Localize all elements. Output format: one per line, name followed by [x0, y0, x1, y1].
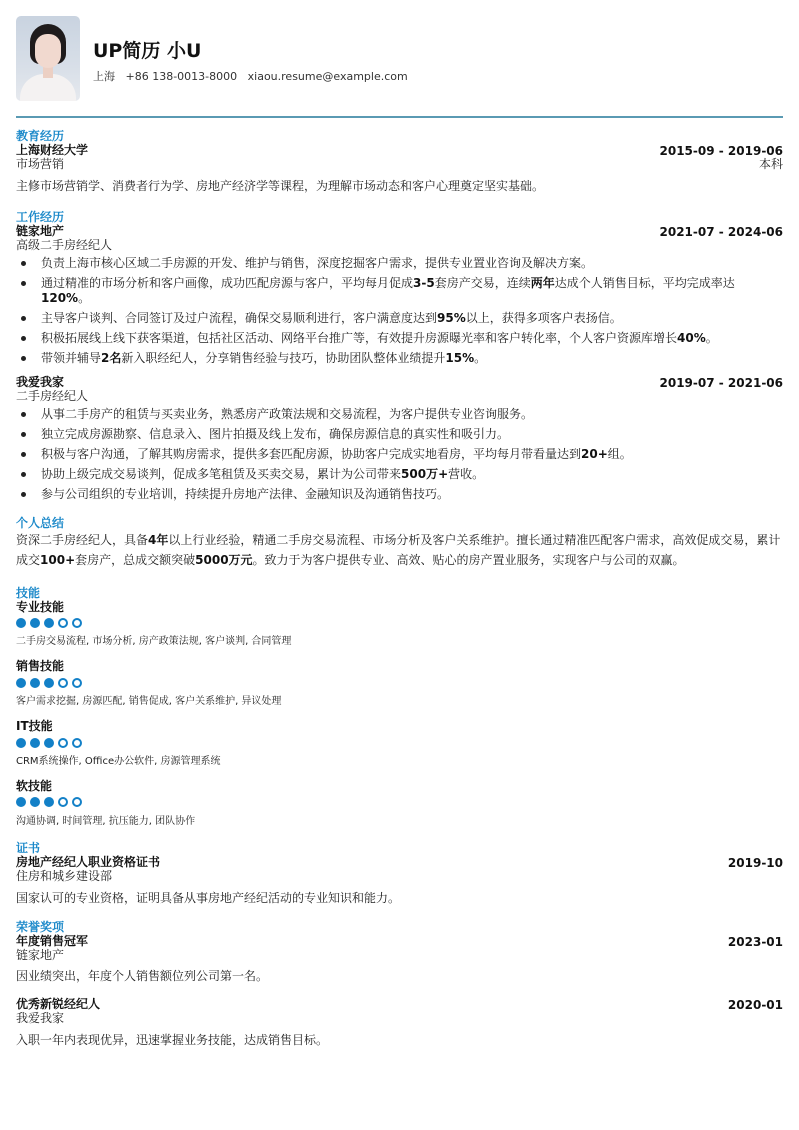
- skill-rating: [16, 797, 82, 807]
- resume-page: [16, 0, 783, 1047]
- rating-dot-empty: [72, 797, 82, 807]
- section-title-summary: 个人总结: [16, 516, 65, 530]
- skill-rating: [16, 618, 82, 628]
- phone[interactable]: +86 138-0013-8000: [125, 70, 238, 83]
- bullet-item: 参与公司组织的专业培训，持续提升房地产法律、金融知识及沟通销售技巧。: [16, 487, 783, 502]
- certificate-description: 国家认可的专业资格，证明具备从事房地产经纪活动的专业知识和能力。: [16, 891, 401, 905]
- section-title-awards: 荣誉奖项: [16, 920, 65, 934]
- rating-dot-filled: [44, 678, 54, 688]
- section-title-certificates: 证书: [16, 841, 41, 855]
- education-item: [16, 143, 783, 171]
- position: 二手房经纪人: [16, 389, 89, 403]
- skill-rating: [16, 678, 82, 688]
- skill-list: 客户需求挖掘, 房源匹配, 销售促成, 客户关系维护, 异议处理: [16, 696, 282, 707]
- rating-dot-empty: [72, 678, 82, 688]
- award-item: [16, 934, 783, 962]
- award-issuer: 链家地产: [16, 948, 65, 962]
- bullet-item: 积极拓展线上线下获客渠道，包括社区活动、网络平台推广等，有效提升房源曝光率和客户转化率，个人客户资源库增长40%。: [16, 331, 783, 346]
- work-bullets: [16, 407, 783, 507]
- skill-name: 销售技能: [16, 659, 65, 673]
- rating-dot-filled: [44, 738, 54, 748]
- email[interactable]: xiaou.resume@example.com: [247, 70, 408, 83]
- skill-name: 软技能: [16, 779, 53, 793]
- skill-rating: [16, 738, 82, 748]
- certificate-issuer: 住房和城乡建设部: [16, 869, 113, 883]
- bullet-item: 通过精准的市场分析和客户画像，成功匹配房源与客户，平均每月促成3-5套房产交易，连续两年达成个人销售目标，平均完成率达120%。: [16, 276, 783, 306]
- work-date: 2021-07 - 2024-06: [659, 225, 783, 239]
- company-name: 链家地产: [16, 224, 65, 238]
- rating-dot-filled: [16, 678, 26, 688]
- rating-dot-empty: [58, 678, 68, 688]
- bullet-item: 带领并辅导2名新入职经纪人，分享销售经验与技巧，协助团队整体业绩提升15%。: [16, 351, 783, 366]
- rating-dot-empty: [58, 738, 68, 748]
- rating-dot-filled: [30, 738, 40, 748]
- education-date: 2015-09 - 2019-06: [659, 144, 783, 158]
- bullet-item: 主导客户谈判、合同签订及过户流程，确保交易顺利进行，客户满意度达到95%以上，获得多项客户表扬信。: [16, 311, 783, 326]
- school-name: 上海财经大学: [16, 143, 89, 157]
- work-bullets: [16, 256, 783, 371]
- section-title-work: 工作经历: [16, 210, 65, 224]
- work-item: [16, 224, 783, 252]
- certificate-name: 房地产经纪人职业资格证书: [16, 855, 161, 869]
- rating-dot-filled: [30, 678, 40, 688]
- certificate-item: [16, 855, 783, 883]
- skill-name: 专业技能: [16, 600, 65, 614]
- skill-list: 二手房交易流程, 市场分析, 房产政策法规, 客户谈判, 合同管理: [16, 636, 292, 647]
- bullet-item: 独立完成房源勘察、信息录入、图片拍摄及线上发布，确保房源信息的真实性和吸引力。: [16, 427, 783, 442]
- award-description: 因业绩突出，年度个人销售额位列公司第一名。: [16, 969, 269, 983]
- rating-dot-empty: [72, 618, 82, 628]
- summary-text: 资深二手房经纪人，具备4年以上行业经验，精通二手房交易流程、市场分析及客户关系维护。擅长通过精准匹配客户需求，高效促成交易，累计成交100+套房产，总成交额突破5000万元。致力于为客户提供专业、高效、贴心的房产置业服务，实现客户与公司的双赢。: [16, 533, 781, 567]
- bullet-item: 协助上级完成交易谈判，促成多笔租赁及买卖交易，累计为公司带来500万+营收。: [16, 467, 783, 482]
- section-title-education: 教育经历: [16, 129, 65, 143]
- rating-dot-filled: [30, 618, 40, 628]
- rating-dot-empty: [58, 618, 68, 628]
- rating-dot-filled: [16, 797, 26, 807]
- award-date: 2020-01: [727, 998, 783, 1012]
- certificate-date: 2019-10: [727, 856, 783, 870]
- work-item: [16, 375, 783, 403]
- candidate-name: UP简历 小U: [93, 40, 202, 62]
- major: 市场营销: [16, 157, 65, 171]
- avatar: [16, 16, 80, 101]
- rating-dot-filled: [16, 618, 26, 628]
- work-date: 2019-07 - 2021-06: [659, 376, 783, 390]
- skill-list: CRM系统操作, Office办公软件, 房源管理系统: [16, 756, 221, 767]
- bullet-item: 从事二手房产的租赁与买卖业务，熟悉房产政策法规和交易流程，为客户提供专业咨询服务。: [16, 407, 783, 422]
- rating-dot-filled: [44, 797, 54, 807]
- company-name: 我爱我家: [16, 375, 65, 389]
- degree: 本科: [758, 157, 783, 171]
- award-description: 入职一年内表现优异，迅速掌握业务技能，达成销售目标。: [16, 1033, 329, 1047]
- contact-info: [93, 68, 415, 84]
- award-item: [16, 997, 783, 1025]
- rating-dot-filled: [30, 797, 40, 807]
- rating-dot-empty: [72, 738, 82, 748]
- header-divider: [16, 116, 783, 118]
- award-date: 2023-01: [727, 935, 783, 949]
- award-issuer: 我爱我家: [16, 1011, 65, 1025]
- education-description: 主修市场营销学、消费者行为学、房地产经济学等课程，为理解市场动态和客户心理奠定坚实基础。: [16, 179, 545, 193]
- rating-dot-empty: [58, 797, 68, 807]
- rating-dot-filled: [16, 738, 26, 748]
- position: 高级二手房经纪人: [16, 238, 113, 252]
- rating-dot-filled: [44, 618, 54, 628]
- bullet-item: 负责上海市核心区域二手房源的开发、维护与销售，深度挖掘客户需求，提供专业置业咨询及解决方案。: [16, 256, 783, 271]
- award-name: 年度销售冠军: [16, 934, 89, 948]
- skill-list: 沟通协调, 时间管理, 抗压能力, 团队协作: [16, 816, 196, 827]
- award-name: 优秀新锐经纪人: [16, 997, 101, 1011]
- bullet-item: 积极与客户沟通，了解其购房需求，提供多套匹配房源，协助客户完成实地看房，平均每月带看量达到20+组。: [16, 447, 783, 462]
- resume-header: [16, 0, 783, 118]
- skill-name: IT技能: [16, 719, 53, 733]
- section-title-skills: 技能: [16, 586, 41, 600]
- location: 上海: [93, 70, 115, 83]
